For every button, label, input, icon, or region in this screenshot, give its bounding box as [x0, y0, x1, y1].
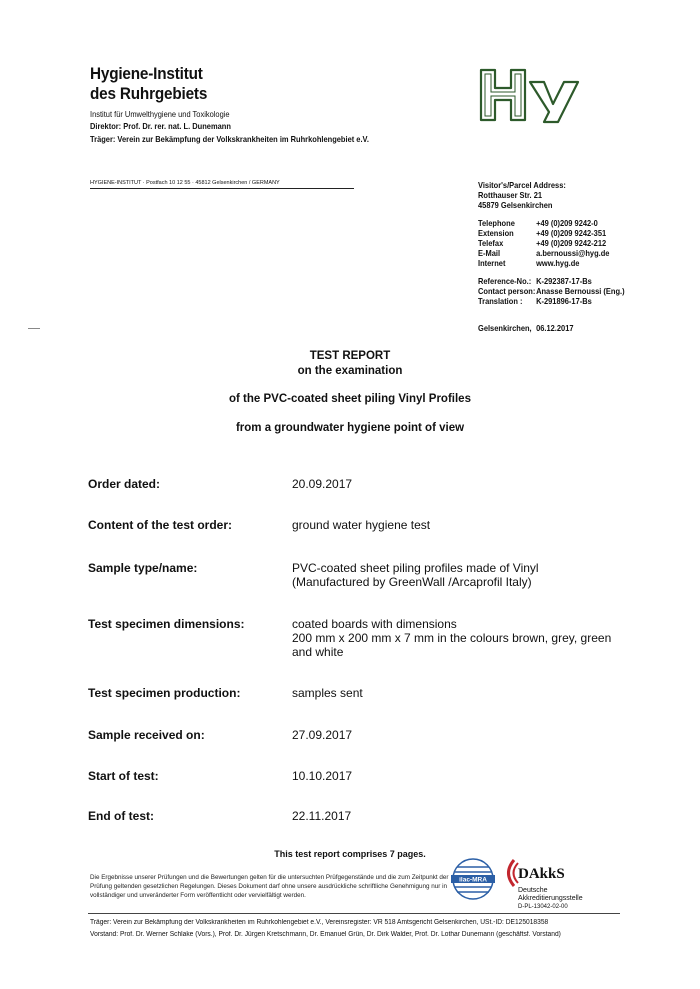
translation-number: Translation : K-291896-17-Bs: [478, 296, 592, 306]
field-value-production: samples sent: [292, 686, 363, 700]
field-label-sample-type: Sample type/name:: [88, 561, 198, 575]
ilac-mra-logo: [448, 857, 498, 903]
contact-person: Contact person:Anasse Bernoussi (Eng.): [478, 286, 625, 296]
postal-address-line: HYGIENE-INSTITUT · Postfach 10 12 55 · 45812 Gelsenkirchen / GERMANY: [90, 180, 354, 189]
dakks-caption: Deutsche Akkreditierungsstelle D-PL-13042-02-00: [518, 887, 583, 910]
contact-telefax: Telefax +49 (0)209 9242-212: [478, 238, 607, 248]
field-label-end: End of test:: [88, 809, 154, 823]
report-subtitle: on the examination: [297, 365, 403, 377]
dakks-logo-text: DAkkS: [518, 866, 565, 882]
place-date: Gelsenkirchen, 06.12.2017: [478, 323, 574, 333]
field-label-start: Start of test:: [88, 769, 159, 783]
hy-logo: [478, 64, 598, 126]
visitor-address-street: Rotthauser Str. 21: [478, 190, 543, 200]
institute-director: Direktor: Prof. Dr. rer. nat. L. Dunemann: [90, 121, 231, 131]
institute-name-line1: Hygiene-Institut: [90, 64, 203, 83]
field-value-dimensions: coated boards with dimensions 200 mm x 200 mm x 7 mm in the colours brown, grey, green and white: [292, 617, 612, 659]
visitor-address-title: Visitor's/Parcel Address:: [478, 180, 566, 190]
field-label-received: Sample received on:: [88, 728, 205, 742]
visitor-address-city: 45879 Gelsenkirchen: [478, 200, 553, 210]
contact-extension: Extension +49 (0)209 9242-351: [478, 228, 607, 238]
institute-subtitle: Institut für Umwelthygiene und Toxikologie: [90, 109, 230, 119]
field-label-production: Test specimen production:: [88, 686, 241, 700]
contact-email[interactable]: E-Mail a.bernoussi@hyg.de: [478, 248, 610, 258]
report-object: of the PVC-coated sheet piling Vinyl Profiles: [229, 393, 471, 405]
field-value-order-dated: 20.09.2017: [292, 477, 353, 491]
disclaimer-text: Die Ergebnisse unserer Prüfungen und die Bewertungen gelten für die untersuchten Prüfgegenstände und die zum Zeitpunkt der Prüfung geltenden gesetzlichen Regelungen. Dieses Dokument darf ohne unsere ausdrückliche schriftliche Genehmigung nur in vollständiger und unveränderter Form veröffentlicht oder vervielfältigt werden.: [90, 874, 449, 899]
contact-telephone: Telephone +49 (0)209 9242-0: [478, 218, 598, 228]
contact-internet[interactable]: Internet www.hyg.de: [478, 258, 580, 268]
fold-mark: [28, 328, 40, 329]
footer-rule: [88, 913, 620, 914]
institute-name-line2: des Ruhrgebiets: [90, 84, 208, 103]
field-value-received: 27.09.2017: [292, 728, 353, 742]
report-title: TEST REPORT: [309, 350, 391, 362]
field-value-start: 10.10.2017: [292, 769, 353, 783]
field-label-content: Content of the test order:: [88, 518, 232, 532]
field-label-order-dated: Order dated:: [88, 477, 161, 491]
field-value-content: ground water hygiene test: [292, 518, 431, 532]
footer-board: Vorstand: Prof. Dr. Werner Schlake (Vors.), Prof. Dr. Jürgen Kretschmann, Dr. Emanuel Grün, Dr. Dirk Walder, Prof. Dr. Lothar Dunemann (geschäftsf. Vorstand): [90, 931, 561, 938]
institute-carrier: Träger: Verein zur Bekämpfung der Volkskrankheiten im Ruhrkohlengebiet e.V.: [90, 134, 369, 144]
reference-number: Reference-No.: K-292387-17-Bs: [478, 276, 592, 286]
field-value-end: 22.11.2017: [292, 809, 352, 823]
field-label-dimensions: Test specimen dimensions:: [88, 617, 245, 631]
field-value-sample-type: PVC-coated sheet piling profiles made of Vinyl (Manufactured by GreenWall /Arcaprofil Italy): [292, 561, 539, 589]
footer-carrier: Träger: Verein zur Bekämpfung der Volkskrankheiten im Ruhrkohlengebiet e.V., Vereinsregister: VR 518 Amtsgericht Gelsenkirchen, USt.-ID: DE125018358: [90, 919, 549, 926]
page-count-note: This test report comprises 7 pages.: [274, 849, 426, 859]
dakks-mark-icon: [500, 858, 520, 888]
institute-name: [90, 64, 207, 104]
report-scope: from a groundwater hygiene point of view: [235, 422, 465, 434]
ilac-text: ilac-MRA: [459, 876, 487, 884]
